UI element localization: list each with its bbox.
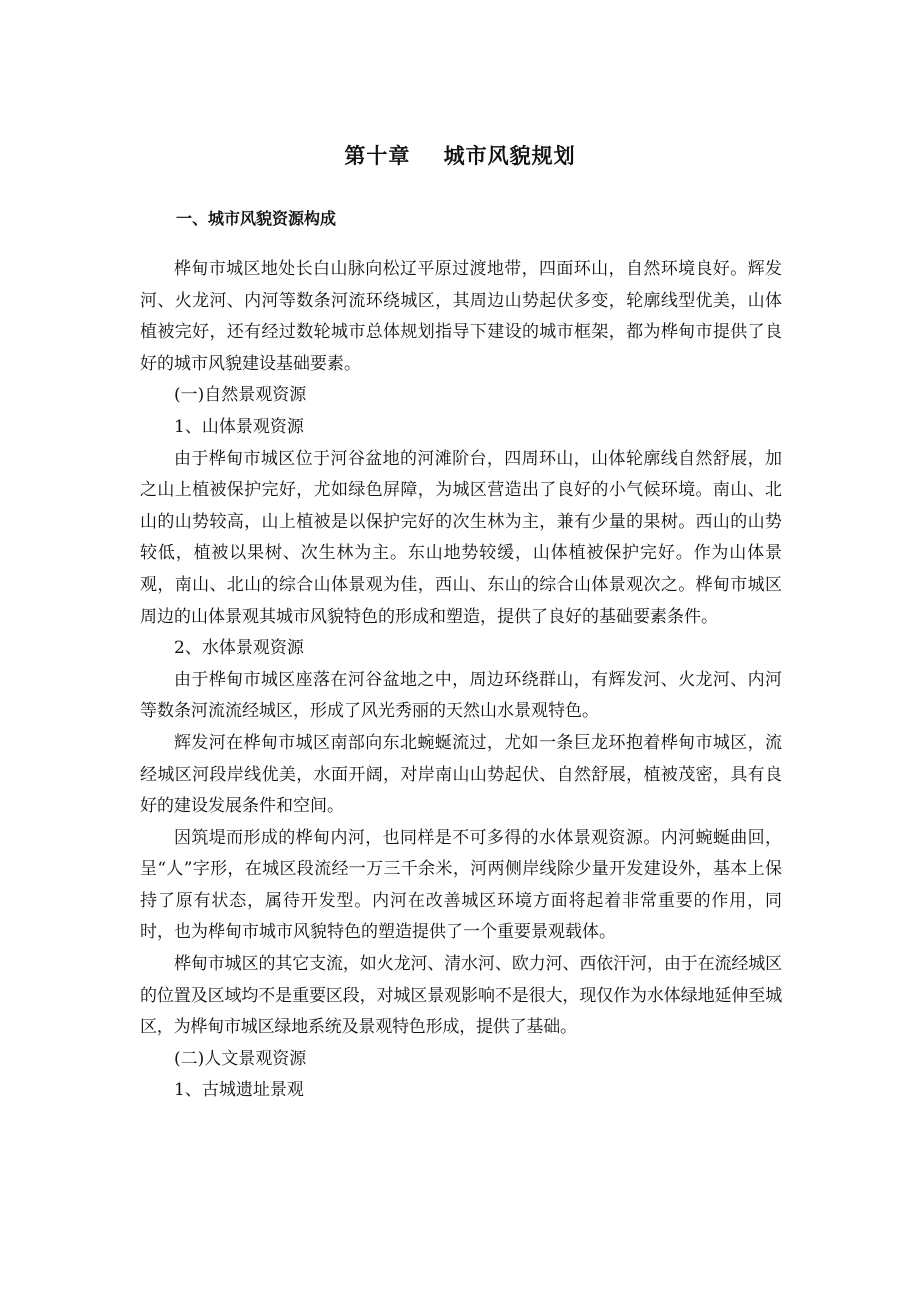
huifa-river-paragraph: 辉发河在桦甸市城区南部向东北蜿蜒流过，尤如一条巨龙环抱着桦甸市城区，流经城区河段岸线优美，水面开阔，对岸南山山势起伏、自然舒展，植被茂密，具有良好的建设发展条件和空间。 [140, 732, 782, 817]
subsection-heading-natural: (一)自然景观资源 [174, 385, 307, 406]
section-heading: 一、城市风貌资源构成 [176, 209, 337, 228]
item-heading-ancient-city: 1、古城遗址景观 [174, 1080, 304, 1101]
body-text [140, 254, 782, 1107]
water-paragraph: 由于桦甸市城区座落在河谷盆地之中，周边环绕群山，有辉发河、火龙河、内河等数条河流流经城区，形成了风光秀丽的天然山水景观特色。 [140, 669, 782, 722]
subsection-heading-cultural: (二)人文景观资源 [174, 1048, 307, 1069]
tributaries-paragraph: 桦甸市城区的其它支流，如火龙河、清水河、欧力河、西依汗河，由于在流经城区的位置及区域均不是重要区段，对城区景观影响不是很大，现仅作为水体绿地延伸至城区，为桦甸市城区绿地系统及景观特色形成，提供了基础。 [140, 954, 782, 1038]
intro-paragraph: 桦甸市城区地处长白山脉向松辽平原过渡地带，四面环山，自然环境良好。辉发河、火龙河、内河等数条河流环绕城区，其周边山势起伏多变，轮廓线型优美，山体植被完好，还有经过数轮城市总体规划指导下建设的城市框架，都为桦甸市提供了良好的城市风貌建设基础要素。 [140, 259, 782, 374]
mountain-paragraph: 由于桦甸市城区位于河谷盆地的河滩阶台，四周环山，山体轮廓线自然舒展，加之山上植被保护完好，尤如绿色屏障，为城区营造出了良好的小气候环境。南山、北山的山势较高，山上植被是以保护完好的次生林为主，兼有少量的果树。西山的山势较低，植被以果树、次生林为主。东山地势较缓，山体植被保护完好。作为山体景观，南山、北山的综合山体景观为佳，西山、东山的综合山体景观次之。桦甸市城区周边的山体景观其城市风貌特色的形成和塑造，提供了良好的基础要素条件。 [140, 448, 782, 627]
chapter-title: 第十章 城市风貌规划 [344, 144, 576, 168]
item-heading-mountain: 1、山体景观资源 [174, 416, 304, 437]
item-heading-water: 2、水体景观资源 [174, 638, 304, 659]
inner-river-paragraph: 因筑堤而形成的桦甸内河，也同样是不可多得的水体景观资源。内河蜿蜒曲回，呈“人”字形，在城区段流经一万三千余米，河两侧岸线除少量开发建设外，基本上保持了原有状态，属待开发型。内河在改善城区环境方面将起着非常重要的作用，同时，也为桦甸市城市风貌特色的塑造提供了一个重要景观载体。 [140, 827, 782, 943]
